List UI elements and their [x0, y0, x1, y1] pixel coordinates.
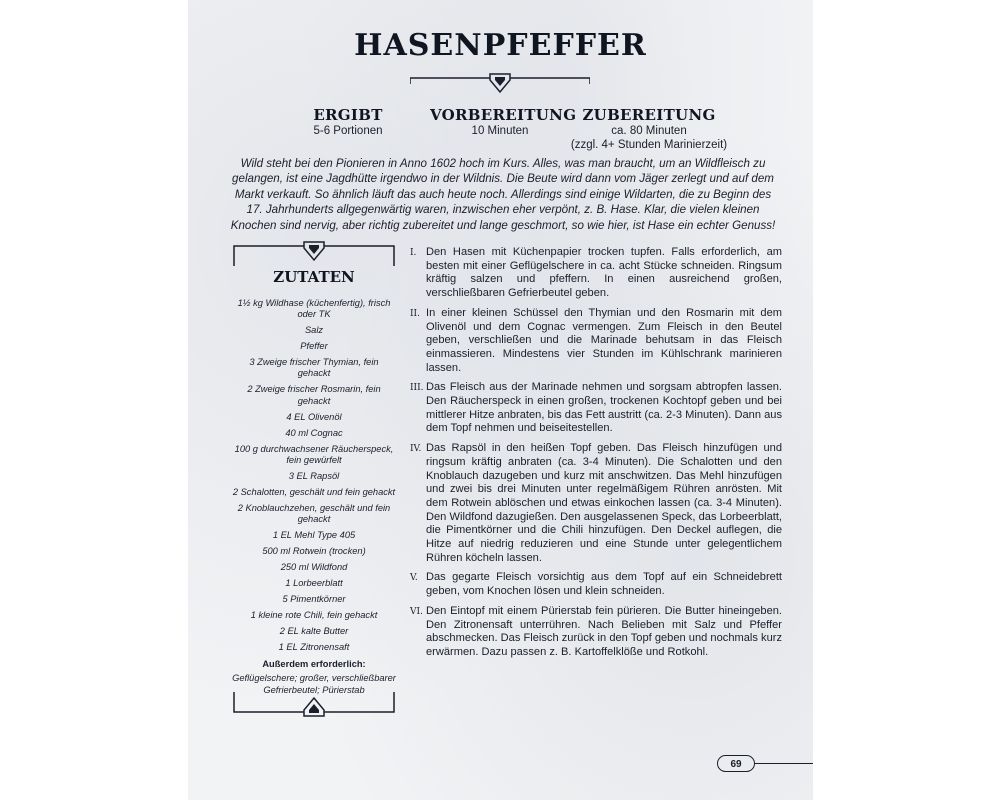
- title-divider-ornament: [410, 70, 590, 96]
- ingredients-list: [232, 298, 396, 701]
- ingredients-title: ZUTATEN: [273, 268, 355, 286]
- page-number: 69: [717, 755, 755, 772]
- ingredient-item: 2 Schalotten, geschält und fein gehackt: [232, 486, 396, 497]
- step-3: [410, 381, 782, 436]
- step-text: Das gegarte Fleisch vorsichtig aus dem Topf auf ein Schneidebrett geben, vom Knochen lösen und klein schneiden.: [426, 571, 782, 598]
- ingredient-item: 5 Pimentkörner: [282, 594, 346, 605]
- ingredients-box: [232, 238, 396, 720]
- recipe-page: [188, 0, 813, 800]
- step-number: VI.: [410, 606, 423, 617]
- meta-cook-label: ZUBEREITUNG: [582, 106, 716, 124]
- ingredient-item: 1 Lorbeerblatt: [285, 578, 343, 589]
- ingredient-item: 1 EL Zitronensaft: [278, 642, 350, 653]
- step-text: Das Rapsöl in den heißen Topf geben. Das Fleisch hinzufügen und ringsum kräftig anbraten (ca. 3-4 Minuten). Die Schalotten und den Knoblauch dazugeben und kurz mit anschwitzen. Das Mehl hinzufügen und zwei bis drei Minuten unter regelmäßigem Rühren anrösten. Mit dem Rotwein ablöschen und etwas einkochen lassen (ca. 3-4 Minuten). Den Wildfond dazugießen. Den ausgelassenen Speck, das Lorbeerblatt, die Pimentkörner und die Chili hinzufügen. Den Deckel auflegen, die Hitze auf niedrig reduzieren und eine Stunde unter gelegentlichem Rühren köcheln lassen.: [426, 442, 782, 564]
- meta-cook-extra: (zzgl. 4+ Stunden Marinierzeit): [570, 139, 728, 151]
- meta-prep-label: VORBEREITUNG: [430, 106, 577, 124]
- page-number-rule: [755, 763, 813, 764]
- extra-equipment-title: Außerdem erforderlich:: [262, 659, 366, 670]
- meta-yield: [288, 106, 408, 138]
- step-text: In einer kleinen Schüssel den Thymian und den Rosmarin mit dem Olivenöl und dem Cognac vermengen. Zum Fleisch in den Beutel geben, verschließen und die Marinade behutsam in das Fleisch einmassieren. Mindestens vier Stunden im Kühlschrank marinieren lassen.: [426, 306, 782, 374]
- meta-cook-value: ca. 80 Minuten: [611, 125, 687, 137]
- ingredient-item: 2 EL kalte Butter: [279, 626, 349, 637]
- step-text: Den Eintopf mit einem Pürierstab fein pürieren. Die Butter hineingeben. Den Zitronensaft unterrühren. Nach Belieben mit Salz und Pfeffer abschmecken. Das Fleisch zurück in den Topf geben und nochmals kurz erwärmen. Dazu passen z. B. Kartoffelklöße und Rotkohl.: [426, 604, 782, 658]
- ingredient-item: 40 ml Cognac: [285, 427, 343, 438]
- meta-yield-label: ERGIBT: [313, 106, 383, 124]
- ingredient-item: Pfeffer: [300, 341, 328, 352]
- step-text: Den Hasen mit Küchenpapier trocken tupfen. Falls erforderlich, am besten mit einer Geflügelschere in ca. acht Stücke schneiden. Ringsum kräftig salzen und pfeffern. In einen ausreichend großen, verschließbaren Gefrierbeutel geben.: [426, 246, 782, 300]
- ingredient-item: 1 EL Mehl Type 405: [272, 530, 356, 541]
- step-number: II.: [410, 308, 420, 319]
- step-text: Das Fleisch aus der Marinade nehmen und sorgsam abtropfen lassen. Den Räucherspeck in einen großen, trockenen Kochtopf geben und bei mittlerer Hitze anbraten, bis das Fett austritt (ca. 2-3 Minuten). Dann aus dem Topf nehmen und beiseitestellen.: [426, 381, 782, 435]
- ingredient-item: 4 EL Olivenöl: [286, 411, 342, 422]
- ingredient-item: 1 kleine rote Chili, fein gehackt: [250, 610, 378, 621]
- ingredient-item: 100 g durchwachsener Räucherspeck, fein gewürfelt: [234, 443, 394, 465]
- ingredient-item: 1½ kg Wildhase (küchenfertig), frisch oder TK: [237, 298, 391, 320]
- step-number: III.: [410, 383, 424, 394]
- step-1: [410, 246, 782, 301]
- meta-cook: [564, 106, 734, 152]
- step-number: IV.: [410, 444, 422, 455]
- extra-equipment-text: Geflügelschere; großer, verschließbarer Gefrierbeutel; Pürierstab: [232, 673, 396, 695]
- step-number: I.: [410, 248, 417, 258]
- recipe-title: HASENPFEFFER: [354, 28, 647, 63]
- instruction-steps: [410, 246, 782, 666]
- step-4: [410, 442, 782, 565]
- step-number: V.: [410, 573, 418, 584]
- meta-prep-value: 10 Minuten: [471, 125, 529, 137]
- ingredient-item: 500 ml Rotwein (trocken): [262, 546, 366, 557]
- ingredient-item: 3 Zweige frischer Thymian, fein gehackt: [249, 357, 379, 379]
- meta-yield-value: 5-6 Portionen: [313, 125, 383, 137]
- step-6: [410, 605, 782, 660]
- ingredient-item: 250 ml Wildfond: [280, 562, 348, 573]
- step-5: [410, 571, 782, 598]
- meta-prep: [430, 106, 577, 138]
- ingredient-item: 2 Knoblauchzehen, geschält und fein gehackt: [237, 502, 391, 525]
- ingredient-item: 3 EL Rapsöl: [288, 470, 340, 481]
- ingredient-item: 2 Zweige frischer Rosmarin, fein gehackt: [247, 384, 381, 406]
- ingredient-item: Salz: [304, 325, 324, 336]
- step-2: [410, 307, 782, 376]
- intro-text: Wild steht bei den Pionieren in Anno 1602 hoch im Kurs. Alles, was man braucht, um an Wildfleisch zu gelangen, ist eine Jagdhütte irgendwo in der Wildnis. Die Beute wird dann vom Jäger zerlegt und auf dem Markt verkauft. So ähnlich läuft das auch heute noch. Allerdings sind einige Wildarten, die zu Beginn des 17. Jahrhunderts allgegenwärtig waren, inzwischen eher verpönt, z. B. Hase. Klar, die vielen kleinen Knochen sind nervig, aber richtig zubereitet und lange geschmort, so wie hier, ist Hase ein echter Genuss!: [230, 157, 776, 232]
